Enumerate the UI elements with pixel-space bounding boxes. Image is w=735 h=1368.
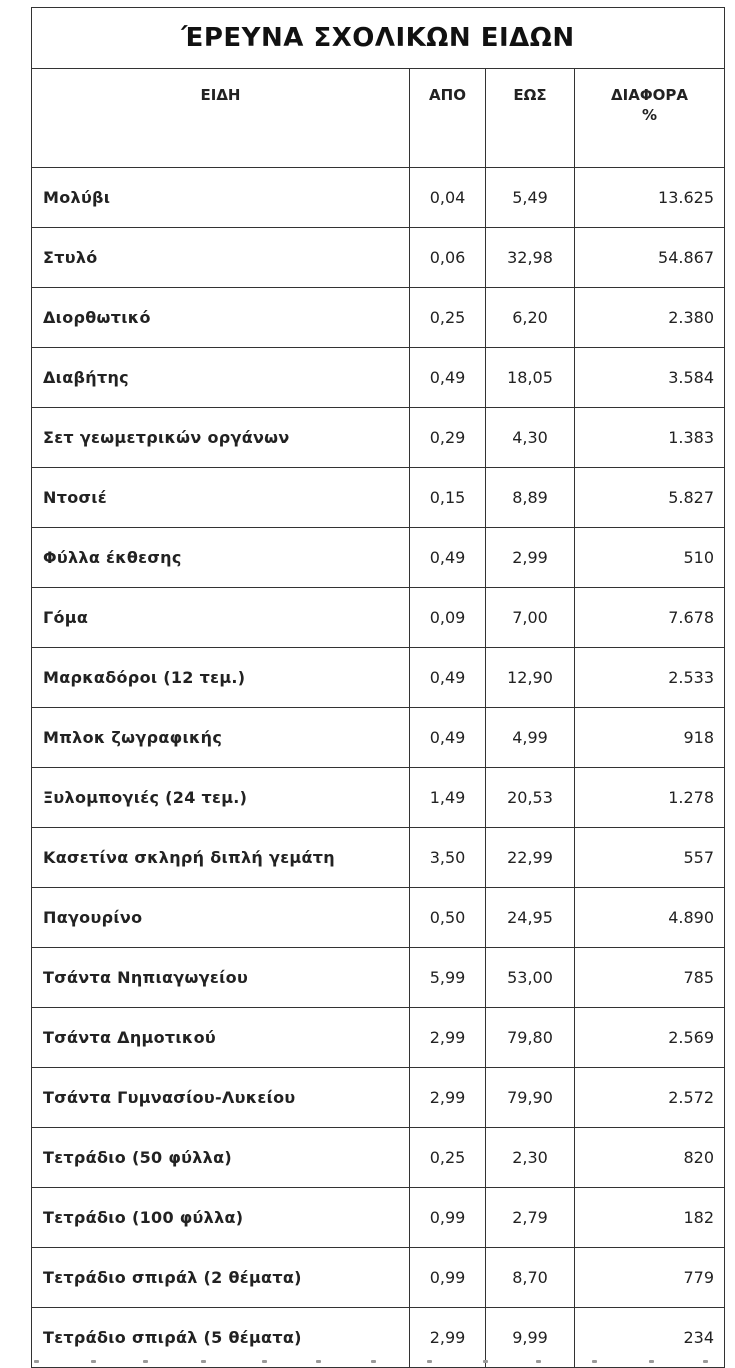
price-to-cell: 2,30 <box>486 1128 575 1188</box>
table-row <box>32 648 725 708</box>
price-to-cell: 18,05 <box>486 348 575 408</box>
table-row <box>32 288 725 348</box>
item-name-cell: Κασετίνα σκληρή διπλή γεμάτη <box>32 828 410 888</box>
table-row <box>32 228 725 288</box>
item-name-cell: Μαρκαδόροι (12 τεμ.) <box>32 648 410 708</box>
clipped-text-fragment <box>31 1358 724 1364</box>
table-row <box>32 1068 725 1128</box>
price-to-cell: 12,90 <box>486 648 575 708</box>
difference-percent-cell: 2.533 <box>575 648 725 708</box>
item-name-cell: Τσάντα Νηπιαγωγείου <box>32 948 410 1008</box>
table-row <box>32 528 725 588</box>
table-row <box>32 348 725 408</box>
difference-percent-cell: 510 <box>575 528 725 588</box>
item-name-cell: Τετράδιο σπιράλ (5 θέματα) <box>32 1308 410 1368</box>
difference-percent-cell: 2.572 <box>575 1068 725 1128</box>
price-from-cell: 0,09 <box>410 588 486 648</box>
difference-percent-cell: 13.625 <box>575 168 725 228</box>
price-from-cell: 0,49 <box>410 348 486 408</box>
difference-percent-cell: 785 <box>575 948 725 1008</box>
header-row <box>32 69 725 168</box>
price-to-cell: 7,00 <box>486 588 575 648</box>
item-name-cell: Ξυλομπογιές (24 τεμ.) <box>32 768 410 828</box>
item-name-cell: Διαβήτης <box>32 348 410 408</box>
table-row <box>32 1008 725 1068</box>
table-row <box>32 708 725 768</box>
item-name-cell: Τσάντα Δημοτικού <box>32 1008 410 1068</box>
price-from-cell: 2,99 <box>410 1068 486 1128</box>
price-from-cell: 5,99 <box>410 948 486 1008</box>
difference-percent-cell: 7.678 <box>575 588 725 648</box>
difference-percent-cell: 918 <box>575 708 725 768</box>
item-name-cell: Γόμα <box>32 588 410 648</box>
price-from-cell: 2,99 <box>410 1008 486 1068</box>
difference-percent-cell: 4.890 <box>575 888 725 948</box>
table-row <box>32 588 725 648</box>
item-name-cell: Στυλό <box>32 228 410 288</box>
price-to-cell: 22,99 <box>486 828 575 888</box>
item-name-cell: Ντοσιέ <box>32 468 410 528</box>
header-to: ΕΩΣ <box>486 69 575 168</box>
difference-percent-cell: 5.827 <box>575 468 725 528</box>
table-row <box>32 1188 725 1248</box>
table-row <box>32 888 725 948</box>
price-from-cell: 0,49 <box>410 648 486 708</box>
difference-percent-cell: 1.278 <box>575 768 725 828</box>
price-from-cell: 0,49 <box>410 528 486 588</box>
difference-percent-cell: 2.569 <box>575 1008 725 1068</box>
item-name-cell: Μολύβι <box>32 168 410 228</box>
header-from: ΑΠΟ <box>410 69 486 168</box>
price-to-cell: 4,30 <box>486 408 575 468</box>
header-difference <box>575 69 725 168</box>
item-name-cell: Παγουρίνο <box>32 888 410 948</box>
difference-percent-cell: 1.383 <box>575 408 725 468</box>
table-body <box>32 168 725 1368</box>
difference-percent-cell: 779 <box>575 1248 725 1308</box>
difference-percent-cell: 820 <box>575 1128 725 1188</box>
price-from-cell: 1,49 <box>410 768 486 828</box>
item-name-cell: Τετράδιο σπιράλ (2 θέματα) <box>32 1248 410 1308</box>
table-row <box>32 828 725 888</box>
item-name-cell: Διορθωτικό <box>32 288 410 348</box>
price-to-cell: 24,95 <box>486 888 575 948</box>
price-from-cell: 2,99 <box>410 1308 486 1368</box>
price-to-cell: 9,99 <box>486 1308 575 1368</box>
price-to-cell: 53,00 <box>486 948 575 1008</box>
difference-percent-cell: 182 <box>575 1188 725 1248</box>
price-from-cell: 0,25 <box>410 288 486 348</box>
price-to-cell: 20,53 <box>486 768 575 828</box>
price-to-cell: 5,49 <box>486 168 575 228</box>
difference-percent-cell: 234 <box>575 1308 725 1368</box>
price-to-cell: 79,90 <box>486 1068 575 1128</box>
price-to-cell: 2,79 <box>486 1188 575 1248</box>
price-survey-table <box>31 7 725 1368</box>
difference-percent-cell: 557 <box>575 828 725 888</box>
price-from-cell: 3,50 <box>410 828 486 888</box>
price-survey-table-container <box>31 7 724 1368</box>
item-name-cell: Τσάντα Γυμνασίου-Λυκείου <box>32 1068 410 1128</box>
difference-percent-cell: 3.584 <box>575 348 725 408</box>
table-row <box>32 408 725 468</box>
price-to-cell: 4,99 <box>486 708 575 768</box>
price-to-cell: 8,89 <box>486 468 575 528</box>
table-row <box>32 948 725 1008</box>
price-to-cell: 79,80 <box>486 1008 575 1068</box>
price-from-cell: 0,25 <box>410 1128 486 1188</box>
price-from-cell: 0,15 <box>410 468 486 528</box>
item-name-cell: Μπλοκ ζωγραφικής <box>32 708 410 768</box>
table-row <box>32 468 725 528</box>
item-name-cell: Σετ γεωμετρικών οργάνων <box>32 408 410 468</box>
price-from-cell: 0,49 <box>410 708 486 768</box>
item-name-cell: Φύλλα έκθεσης <box>32 528 410 588</box>
price-to-cell: 2,99 <box>486 528 575 588</box>
table-row <box>32 168 725 228</box>
table-row <box>32 1128 725 1188</box>
item-name-cell: Τετράδιο (50 φύλλα) <box>32 1128 410 1188</box>
price-to-cell: 6,20 <box>486 288 575 348</box>
header-difference-unit: % <box>641 106 658 124</box>
price-from-cell: 0,06 <box>410 228 486 288</box>
price-to-cell: 32,98 <box>486 228 575 288</box>
price-from-cell: 0,50 <box>410 888 486 948</box>
difference-percent-cell: 2.380 <box>575 288 725 348</box>
table-title: ΈΡΕΥΝΑ ΣΧΟΛΙΚΩΝ ΕΙΔΩΝ <box>32 8 725 69</box>
price-from-cell: 0,99 <box>410 1188 486 1248</box>
header-difference-label: ΔΙΑΦΟΡΑ <box>611 86 688 104</box>
table-row <box>32 1248 725 1308</box>
price-to-cell: 8,70 <box>486 1248 575 1308</box>
header-item: ΕΙΔΗ <box>32 69 410 168</box>
difference-percent-cell: 54.867 <box>575 228 725 288</box>
price-from-cell: 0,99 <box>410 1248 486 1308</box>
item-name-cell: Τετράδιο (100 φύλλα) <box>32 1188 410 1248</box>
price-from-cell: 0,29 <box>410 408 486 468</box>
table-row <box>32 768 725 828</box>
price-from-cell: 0,04 <box>410 168 486 228</box>
